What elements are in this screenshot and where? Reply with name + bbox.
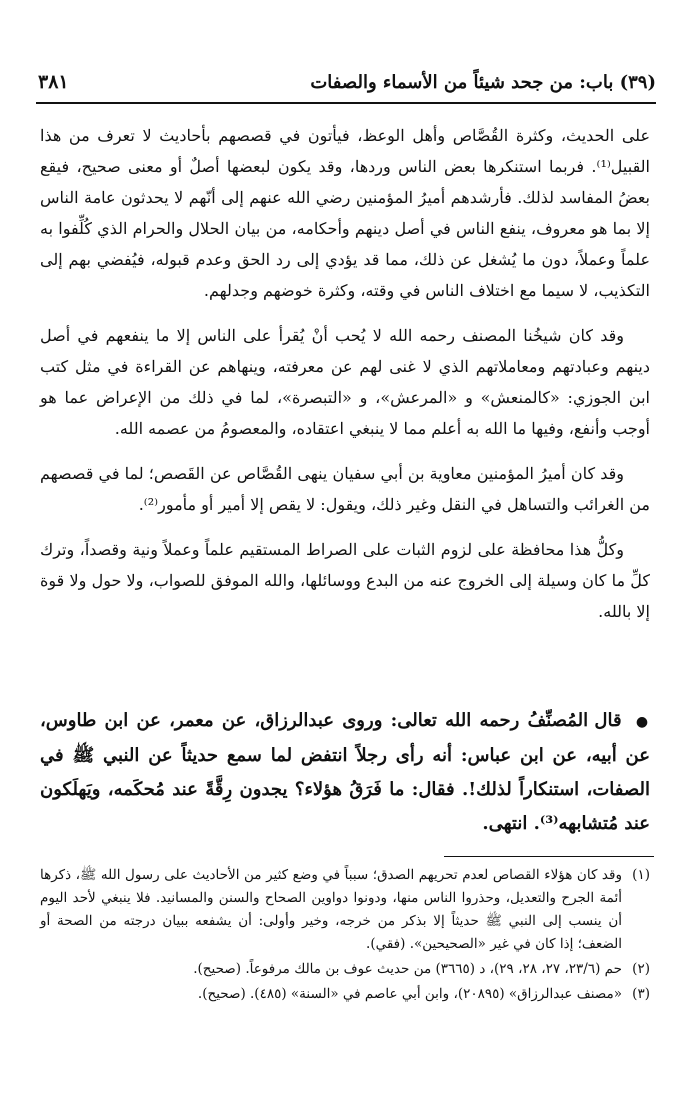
footnote: [40, 983, 650, 1006]
author-quote: [40, 704, 650, 841]
quote-text: قال المُصنِّفُ رحمه الله تعالى: وروى عبدالرزاق، عن معمر، عن ابن طاوس، عن أبيه، عن ابن عباس: أنه رأى رجلاً انتفض لما سمع حديثاً عن النبي ﷺ في الصفات، استنكاراً لذلك!. فقال: ما فَرَقُ هؤلاء؟ يجدون رِقَّةً عند مُحكَمه، ويَهلَكون عند مُتشابهه⁽³⁾.: [40, 710, 650, 834]
chapter-title: (٣٩) باب: من جحد شيئاً من الأسماء والصفات: [310, 71, 656, 93]
quote-end: انتهى.: [482, 813, 528, 834]
footnote-text: «مصنف عبدالرزاق» (٢٠٨٩٥)، وابن أبي عاصم في «السنة» (٤٨٥). (صحيح).: [197, 986, 622, 1002]
header-divider: [36, 102, 656, 104]
footnote: [40, 958, 650, 981]
paragraph: وقد كان شيخُنا المصنف رحمه الله لا يُحب أنْ يُقرأ على الناس إلا ما ينفعهم في أصل دينهم وعبادتهم ومعاملاتهم الذي لا غنى لهم عن معرفته، وينهاهم عن القراءة في مثل كتب ابن الجوزي: «كالمنعش» و «المرعش»، و «التبصرة»، لما في ذلك من الإعراض عما هو أوجب وأنفع، وفيها ما الله به أعلم مما لا ينبغي اعتقاده، والمعصومُ من عصمه الله.: [40, 326, 650, 438]
paragraph: وكلُّ هذا محافظة على لزوم الثبات على الصراط المستقيم علماً وعملاً ونية وقصداً، وترك كلِّ ما كان وسيلة إلى الخروج عنه من البدع ووسائلها، والله الموفق للصواب، ولا حول ولا قوة إلا بالله.: [40, 540, 650, 621]
bullet-icon: ●: [635, 714, 650, 730]
paragraph: على الحديث، وكثرة القُصَّاص وأهل الوعظ، فيأتون في قصصهم بأحاديث لا تعرف من هذا القبيل⁽¹⁾. فربما استنكرها بعض الناس وردها، وقد يكون لبعضها أصلٌ أو معنى صحيح، فيقع بعضُ المفاسد لذلك. فأرشدهم أميرُ المؤمنين رضي الله عنهم إلى أنّهم لا يحدثون عامة الناس إلا بما هو معروف، ينفع الناس في أصل دينهم وأحكامه، من بيان الحلال والحرام الذي كُلِّفوا به علماً وعملاً، دون ما يُشغل عن ذلك، مما قد يؤدي إلى رد الحق وعدم قبوله، فيُفضي بهم إلى التكذيب، لا سيما مع اختلاف الناس في وقته، وكثرة خوضهم وجدلهم.: [40, 126, 651, 300]
footnote-number: (١): [632, 867, 650, 883]
page-number: ٣٨١: [38, 71, 69, 93]
footnote-text: وقد كان هؤلاء القصاص لعدم تحريهم الصدق؛ سبباً في وضع كثير من الأحاديث على رسول الله ﷺ، ذكرها أئمة الجرح والتعديل، وحذروا الناس منها، ودونوا دواوين الصحاح والسنن والمسانيد. فلا ينبغي لأحد اليوم أن ينسب إلى النبي ﷺ حديثاً إلا بذكر من خرجه، وخير وأولى: أن يشفعه ببيان درجته من الصحة أو الضعف؛ إذا كان في غير «الصحيحين». (فقي).: [40, 867, 622, 952]
footnotes: [40, 864, 650, 1008]
page-header: [38, 66, 656, 98]
paragraph: وقد كان أميرُ المؤمنين معاوية بن أبي سفيان ينهى القُصَّاص عن القَصص؛ لما في قصصهم من الغرائب والتساهل في النقل وغير ذلك، ويقول: لا يقص إلا أمير أو مأمور⁽²⁾.: [40, 464, 650, 514]
footnote-number: (٢): [632, 961, 650, 977]
footnote-text: حم (٢٣/٦، ٢٧، ٢٨، ٢٩)، د (٣٦٦٥) من حديث عوف بن مالك مرفوعاً. (صحيح).: [193, 961, 622, 977]
footnote-divider: [444, 856, 654, 857]
main-text: [40, 120, 650, 641]
footnote: [40, 864, 650, 956]
footnote-number: (٣): [632, 986, 650, 1002]
